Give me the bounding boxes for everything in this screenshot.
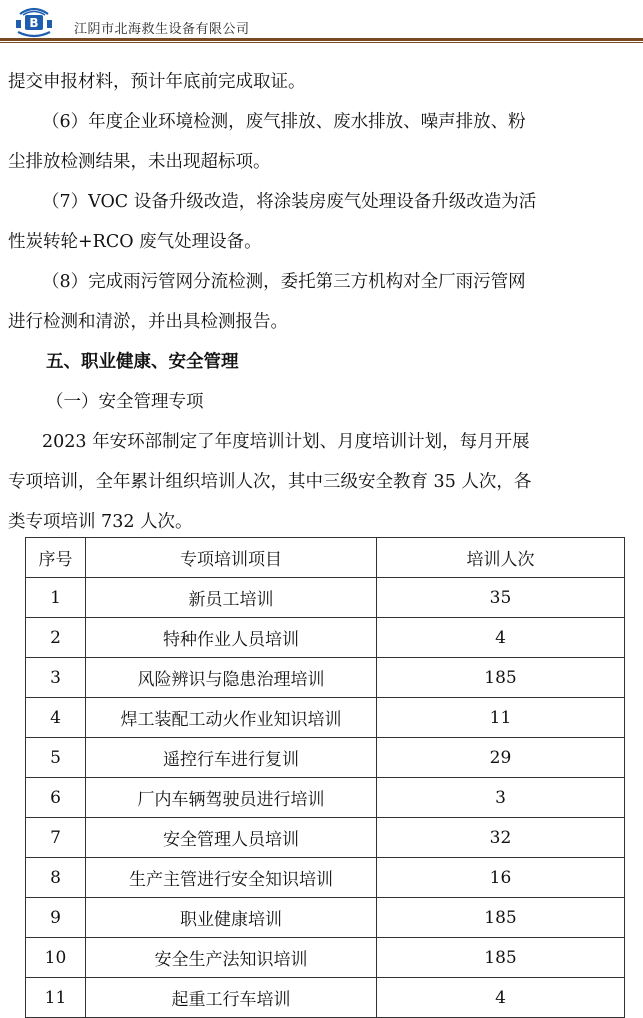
cell-count: 16 [377,858,625,898]
header-attendance: 培训人次 [377,538,625,578]
paragraph-line: 2023 年安环部制定了年度培训计划、月度培训计划，每月开展 [42,432,530,452]
cell-item: 职业健康培训 [86,898,377,938]
cell-index: 5 [26,738,86,778]
cell-item: 安全管理人员培训 [86,818,377,858]
cell-index: 6 [26,778,86,818]
table-row [26,978,625,1018]
paragraph-line: 进行检测和清淤，并出具检测报告。 [8,312,288,332]
paragraph-line: 性炭转轮+RCO 废气处理设备。 [8,232,262,252]
cell-count: 3 [377,778,625,818]
cell-item: 遥控行车进行复训 [86,738,377,778]
cell-index: 1 [26,578,86,618]
cell-count: 29 [377,738,625,778]
table-row [26,698,625,738]
cell-index: 3 [26,658,86,698]
cell-count: 185 [377,658,625,698]
cell-count: 185 [377,898,625,938]
cell-index: 9 [26,898,86,938]
cell-index: 8 [26,858,86,898]
cell-index: 10 [26,938,86,978]
cell-count: 185 [377,938,625,978]
table-row [26,778,625,818]
cell-item: 生产主管进行安全知识培训 [86,858,377,898]
cell-item: 起重工行车培训 [86,978,377,1018]
table-row [26,738,625,778]
cell-count: 32 [377,818,625,858]
header-rule-thick [0,38,643,41]
logo-icon [14,6,54,38]
training-table [25,537,625,1018]
table-row [26,578,625,618]
cell-count: 35 [377,578,625,618]
cell-index: 4 [26,698,86,738]
header-training-item: 专项培训项目 [86,538,377,578]
paragraph-line: （8）完成雨污管网分流检测，委托第三方机构对全厂雨污管网 [42,272,526,292]
cell-item: 风险辨识与隐患治理培训 [86,658,377,698]
page-header [0,0,643,44]
paragraph-line: 专项培训，全年累计组织培训人次，其中三级安全教育 35 人次，各 [8,472,532,492]
table-header-row [26,538,625,578]
cell-count: 11 [377,698,625,738]
table-row [26,858,625,898]
paragraph-line: （6）年度企业环境检测，废气排放、废水排放、噪声排放、粉 [42,112,526,132]
cell-item: 特种作业人员培训 [86,618,377,658]
table-row [26,818,625,858]
subsection-heading: （一）安全管理专项 [46,392,204,412]
cell-item: 新员工培训 [86,578,377,618]
table-row [26,658,625,698]
cell-item: 焊工装配工动火作业知识培训 [86,698,377,738]
cell-item: 厂内车辆驾驶员进行培训 [86,778,377,818]
table-row [26,938,625,978]
paragraph-line: 尘排放检测结果，未出现超标项。 [8,152,271,172]
cell-item: 安全生产法知识培训 [86,938,377,978]
cell-index: 7 [26,818,86,858]
paragraph-line: 提交申报材料，预计年底前完成取证。 [8,72,306,92]
table-row [26,618,625,658]
table-row [26,898,625,938]
logo-letter: B [29,16,39,30]
company-logo [14,6,54,38]
cell-index: 2 [26,618,86,658]
cell-count: 4 [377,618,625,658]
header-index: 序号 [26,538,86,578]
cell-count: 4 [377,978,625,1018]
company-name: 江阴市北海救生设备有限公司 [74,22,250,37]
paragraph-line: 类专项培训 732 人次。 [8,512,193,532]
section-heading: 五、职业健康、安全管理 [46,352,239,372]
document-body [0,62,643,542]
header-rule-thin [0,42,643,43]
paragraph-line: （7）VOC 设备升级改造，将涂装房废气处理设备升级改造为活 [42,192,537,212]
cell-index: 11 [26,978,86,1018]
